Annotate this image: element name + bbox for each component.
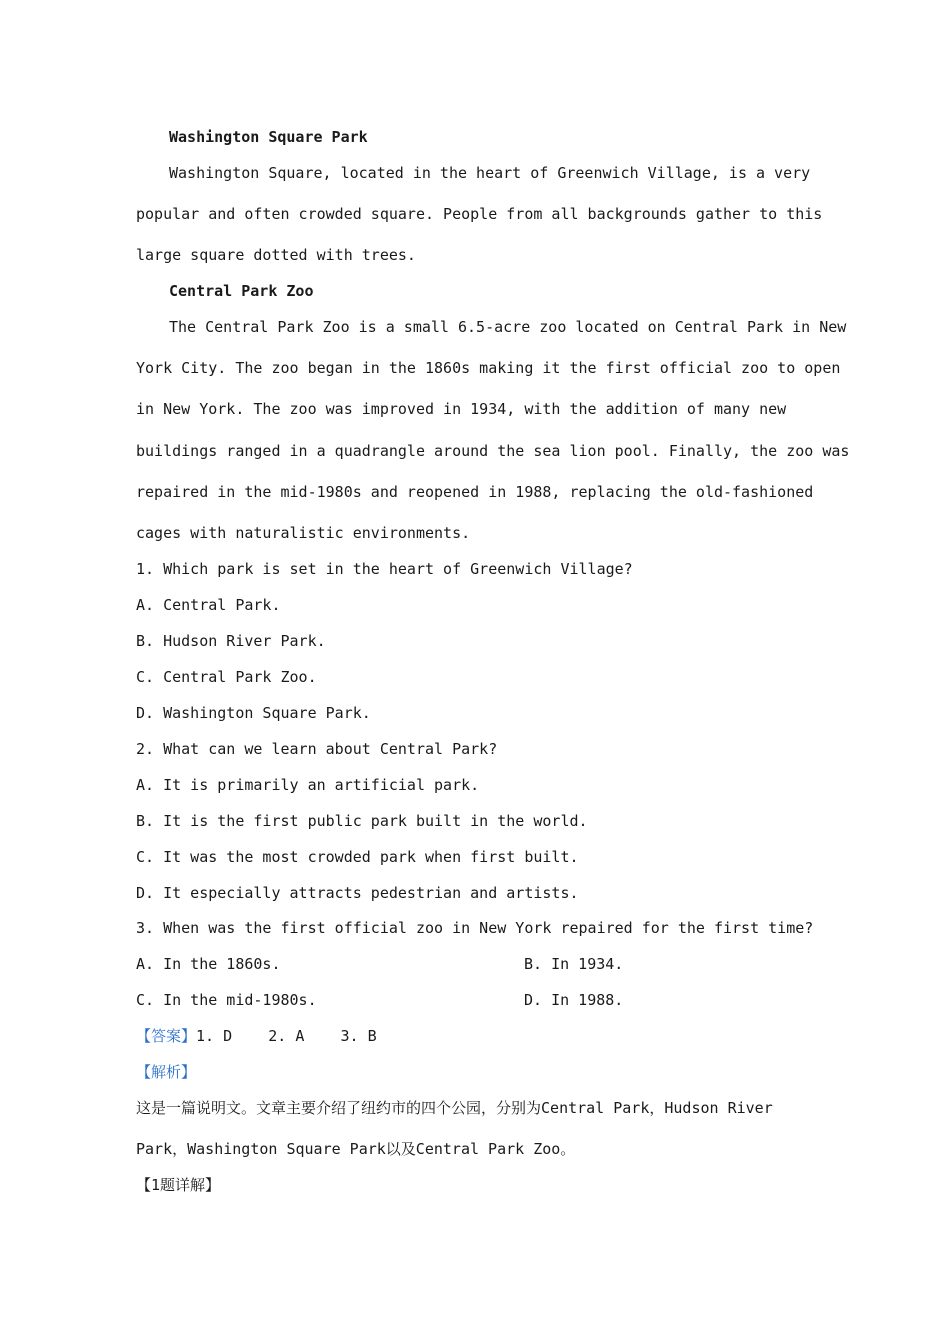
analysis-line: Park，Washington Square Park以及Central Park Zoo。 — [136, 1140, 576, 1158]
paragraph-line: buildings ranged in a quadrangle around the sea lion pool. Finally, the zoo was — [136, 442, 850, 460]
answer-text: 1. D 2. A 3. B — [196, 1027, 377, 1045]
section-heading-washington: Washington Square Park — [169, 128, 368, 146]
detail-heading: 【1题详解】 — [136, 1176, 221, 1194]
paragraph-line: repaired in the mid-1980s and reopened in 1988, replacing the old-fashioned — [136, 483, 814, 501]
question-1-option-b: B. Hudson River Park. — [136, 632, 326, 650]
question-stem-1: 1. Which park is set in the heart of Greenwich Village? — [136, 560, 633, 578]
paragraph-line: The Central Park Zoo is a small 6.5-acre zoo located on Central Park in New — [169, 318, 847, 336]
question-1-option-a: A. Central Park. — [136, 596, 281, 614]
question-3-option-d: D. In 1988. — [524, 991, 624, 1009]
question-3-option-b: B. In 1934. — [524, 955, 624, 973]
question-3-option-a: A. In the 1860s. — [136, 955, 281, 973]
paragraph-line: large square dotted with trees. — [136, 246, 416, 264]
analysis-label: 【解析】 — [136, 1063, 197, 1081]
paragraph-line: cages with naturalistic environments. — [136, 524, 471, 542]
answer-label: 【答案】 — [136, 1027, 197, 1045]
paragraph-line: York City. The zoo began in the 1860s making it the first official zoo to open — [136, 359, 841, 377]
question-1-option-d: D. Washington Square Park. — [136, 704, 371, 722]
question-stem-2: 2. What can we learn about Central Park? — [136, 740, 498, 758]
question-2-option-d: D. It especially attracts pedestrian and artists. — [136, 884, 579, 902]
paragraph-line: in New York. The zoo was improved in 1934, with the addition of many new — [136, 400, 787, 418]
paragraph-line: Washington Square, located in the heart of Greenwich Village, is a very — [169, 164, 811, 182]
analysis-line: 这是一篇说明文。文章主要介绍了纽约市的四个公园，分别为Central Park，Hudson River — [136, 1099, 773, 1117]
paragraph-line: popular and often crowded square. People from all backgrounds gather to this — [136, 205, 823, 223]
question-3-option-c: C. In the mid-1980s. — [136, 991, 317, 1009]
question-2-option-c: C. It was the most crowded park when first built. — [136, 848, 579, 866]
question-2-option-b: B. It is the first public park built in the world. — [136, 812, 588, 830]
question-1-option-c: C. Central Park Zoo. — [136, 668, 317, 686]
question-stem-3: 3. When was the first official zoo in New York repaired for the first time? — [136, 919, 814, 937]
question-2-option-a: A. It is primarily an artificial park. — [136, 776, 480, 794]
answer-line — [136, 1026, 377, 1046]
section-heading-zoo: Central Park Zoo — [169, 282, 314, 300]
